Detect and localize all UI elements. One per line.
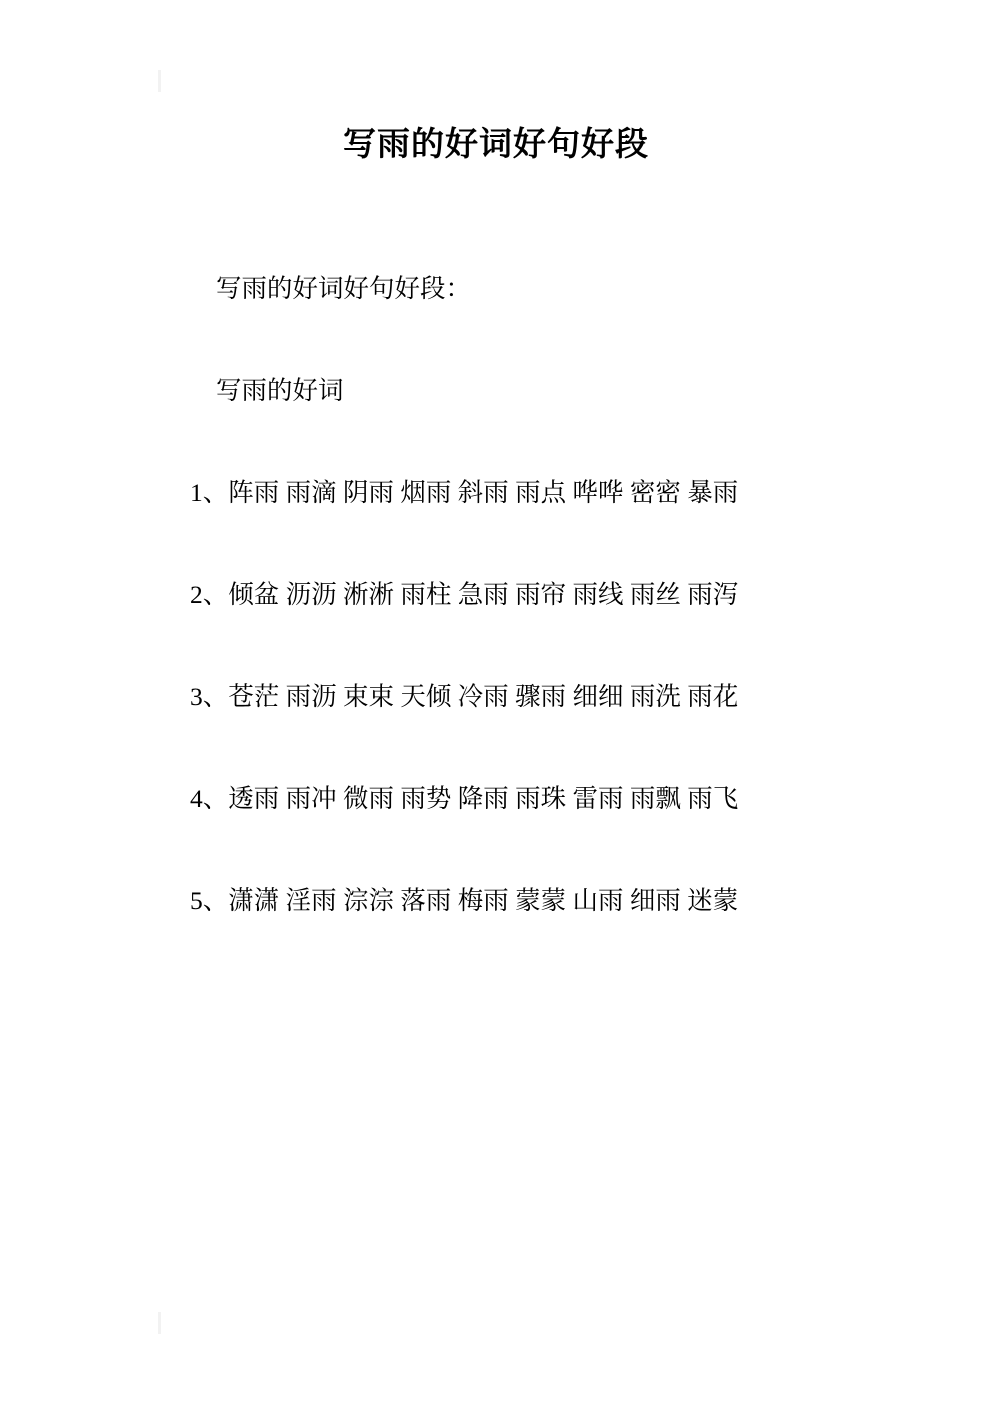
word-list-item-2: 2、倾盆 沥沥 淅淅 雨柱 急雨 雨帘 雨线 雨丝 雨泻: [190, 580, 739, 609]
document-body: [0, 261, 992, 929]
word-list-item-4: 4、透雨 雨冲 微雨 雨势 降雨 雨珠 雷雨 雨飘 雨飞: [190, 784, 739, 813]
page-margin-mark-top: [158, 70, 161, 92]
word-list-item-5: 5、潇潇 淫雨 淙淙 落雨 梅雨 蒙蒙 山雨 细雨 迷蒙: [190, 886, 739, 915]
word-list-item-3: 3、苍茫 雨沥 束束 天倾 冷雨 骤雨 细细 雨洗 雨花: [190, 682, 739, 711]
word-list-item-1: 1、阵雨 雨滴 阴雨 烟雨 斜雨 雨点 哗哗 密密 暴雨: [190, 478, 739, 507]
page-margin-mark-bottom: [158, 1312, 161, 1334]
page-title: 写雨的好词好句好段: [343, 124, 649, 163]
paragraph-intro: 写雨的好词好句好段：: [216, 274, 472, 303]
paragraph-section-heading: 写雨的好词: [216, 376, 344, 405]
